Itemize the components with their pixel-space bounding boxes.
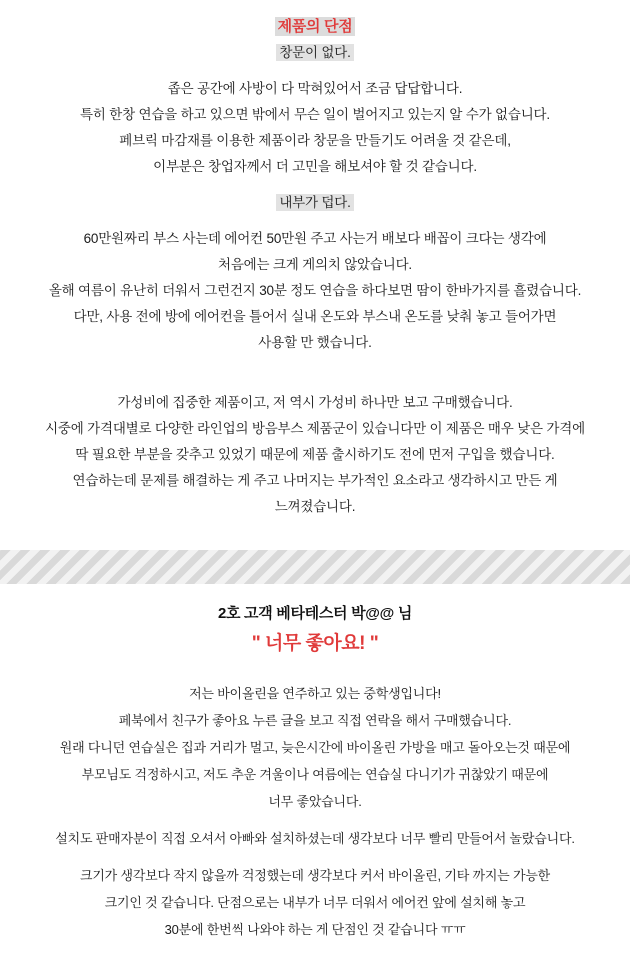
spacer: [0, 66, 630, 76]
customer-line-4: 부모님도 걱정하시고, 저도 추운 겨울이나 여름에는 연습실 다니기가 귀찮았기 때문에: [81, 767, 549, 782]
quote-close-mark: ": [369, 633, 379, 654]
con1-line-2: 특히 한창 연습을 하고 있으면 밖에서 무슨 일이 벌어지고 있는지 알 수가 없습니다.: [80, 107, 550, 122]
closing-line-4: 연습하는데 문제를 해결하는 게 주고 나머지는 부가적인 요소라고 생각하시고 만든 게: [72, 473, 558, 488]
con2-label: 내부가 덥다.: [276, 194, 353, 211]
spacer: [0, 815, 630, 825]
customer-line-6: 설치도 판매자분이 직접 오셔서 아빠와 설치하셨는데 생각보다 너무 빨리 만들어서 놀랐습니다.: [55, 831, 575, 846]
con2-line-4: 다만, 사용 전에 방에 에어컨을 틀어서 실내 온도와 부스내 온도를 낮춰 놓고 들어가면: [73, 309, 557, 324]
con2-line-3: 올해 여름이 유난히 더워서 그런건지 30분 정도 연습을 하다보면 땀이 한바가지를 흘렸습니다.: [48, 283, 582, 298]
spacer: [0, 660, 630, 680]
customer-review-section: [0, 584, 630, 955]
customer-quote: [0, 628, 630, 660]
con2-line-2: 처음에는 크게 게의치 않았습니다.: [218, 257, 412, 272]
con2-line-1: 60만원짜리 부스 사는데 에어컨 50만원 주고 사는거 배보다 배꼽이 크다는 생각에: [83, 231, 547, 246]
customer-line-5: 너무 좋았습니다.: [268, 794, 362, 809]
striped-divider: [0, 550, 630, 584]
cons-heading: [0, 14, 630, 40]
closing-line-2: 시중에 가격대별로 다양한 라인업의 방음부스 제품군이 있습니다만 이 제품은 매우 낮은 가격에: [45, 421, 585, 436]
quote-open-mark: ": [251, 633, 261, 654]
customer-line-3: 원래 다니던 연습실은 집과 거리가 멀고, 늦은시간에 바이올린 가방을 매고 돌아오는것 때문에: [59, 740, 571, 755]
cons-heading-text: 제품의 단점: [275, 17, 356, 36]
customer-line-9: 30분에 한번씩 나와야 하는 게 단점인 것 같습니다 ㅠㅠ: [164, 922, 466, 937]
spacer: [0, 216, 630, 226]
customer-line-7: 크기가 생각보다 작지 않을까 걱정했는데 생각보다 커서 바이올린, 기타 까지는 가능한: [79, 868, 551, 883]
customer-line-2: 페북에서 친구가 좋아요 누른 글을 보고 직접 연락을 해서 구매했습니다.: [118, 713, 512, 728]
closing-line-1: 가성비에 집중한 제품이고, 저 역시 가성비 하나만 보고 구매했습니다.: [117, 395, 513, 410]
spacer: [0, 520, 630, 540]
con1-line-1: 좁은 공간에 사방이 다 막혀있어서 조금 답답합니다.: [167, 81, 463, 96]
spacer: [0, 180, 630, 190]
con2-line-5: 사용할 만 했습니다.: [258, 335, 372, 350]
customer-title: 2호 고객 베타테스터 박@@ 님: [217, 605, 413, 622]
con1-line-3: 페브릭 마감재를 이용한 제품이라 창문을 만들기도 어려울 것 같은데,: [119, 133, 511, 148]
closing-line-3: 딱 필요한 부분을 갖추고 있었기 때문에 제품 출시하기도 전에 먼저 구입을 했습니다.: [75, 447, 555, 462]
con1-line-4: 이부분은 창업자께서 더 고민을 해보셔야 할 것 같습니다.: [153, 159, 477, 174]
con1-label-row: [0, 40, 630, 66]
spacer: [0, 852, 630, 862]
spacer: [0, 356, 630, 390]
con2-label-row: [0, 190, 630, 216]
customer-line-1: 저는 바이올린을 연주하고 있는 중학생입니다!: [189, 686, 441, 701]
customer-body: [0, 680, 630, 943]
quote-text: 너무 좋아요!: [260, 633, 370, 654]
con1-label: 창문이 없다.: [276, 44, 353, 61]
customer-line-8: 크기인 것 같습니다. 단점으로는 내부가 너무 더워서 에어컨 앞에 설치해 놓고: [104, 895, 526, 910]
closing-line-5: 느껴졌습니다.: [274, 499, 356, 514]
